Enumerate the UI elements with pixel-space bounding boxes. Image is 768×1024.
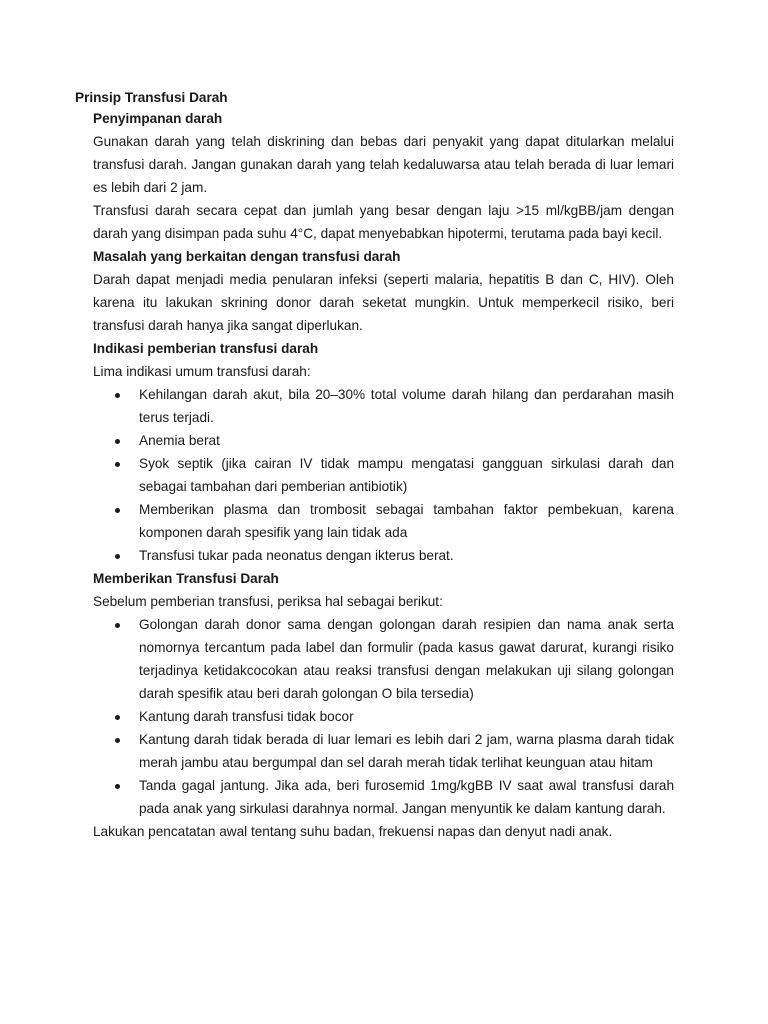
bullet-list	[93, 613, 674, 820]
bullet-icon	[115, 715, 120, 720]
list-item	[93, 429, 674, 452]
bullet-icon	[115, 508, 120, 513]
section-heading: Memberikan Transfusi Darah	[93, 571, 279, 586]
section-memberikan	[93, 567, 674, 843]
list-item	[93, 452, 674, 498]
section-masalah	[93, 245, 674, 337]
section-heading: Penyimpanan darah	[93, 111, 223, 126]
list-item	[93, 544, 674, 567]
list-item-text: Kantung darah transfusi tidak bocor	[139, 709, 354, 724]
bullet-icon	[115, 623, 120, 628]
section-heading: Masalah yang berkaitan dengan transfusi darah	[93, 249, 401, 264]
paragraph: Darah dapat menjadi media penularan infeksi (seperti malaria, hepatitis B dan C, HIV). Oleh karena itu lakukan skrining donor darah seketat mungkin. Untuk memperkecil risiko, beri transfusi darah hanya jika sangat diperlukan.	[93, 272, 674, 333]
section-penyimpanan	[93, 107, 674, 245]
list-item	[93, 705, 674, 728]
paragraph: Lima indikasi umum transfusi darah:	[93, 364, 311, 379]
bullet-icon	[115, 439, 120, 444]
bullet-icon	[115, 554, 120, 559]
section-heading: Indikasi pemberian transfusi darah	[93, 341, 319, 356]
bullet-list	[93, 383, 674, 567]
bullet-icon	[115, 393, 120, 398]
list-item-text: Transfusi tukar pada neonatus dengan ikterus berat.	[139, 548, 454, 563]
list-item-text: Kantung darah tidak berada di luar lemari es lebih dari 2 jam, warna plasma darah tidak merah jambu atau bergumpal dan sel darah merah tidak terlihat keunguan atau hitam	[139, 732, 674, 770]
section-indikasi	[93, 337, 674, 567]
bullet-icon	[115, 784, 120, 789]
paragraph: Lakukan pencatatan awal tentang suhu badan, frekuensi napas dan denyut nadi anak.	[93, 824, 613, 839]
list-item-text: Syok septik (jika cairan IV tidak mampu mengatasi gangguan sirkulasi darah dan sebagai tambahan dari pemberian antibiotik)	[139, 456, 674, 494]
bullet-icon	[115, 462, 120, 467]
paragraph: Gunakan darah yang telah diskrining dan bebas dari penyakit yang dapat ditularkan melalui transfusi darah. Jangan gunakan darah yang telah kedaluwarsa atau telah berada di luar lemari es lebih dari 2 jam.	[93, 134, 674, 195]
list-item-text: Kehilangan darah akut, bila 20–30% total volume darah hilang dan perdarahan masih terus terjadi.	[139, 387, 674, 425]
list-item	[93, 383, 674, 429]
paragraph: Transfusi darah secara cepat dan jumlah yang besar dengan laju >15 ml/kgBB/jam dengan darah yang disimpan pada suhu 4°C, dapat menyebabkan hipotermi, terutama pada bayi kecil.	[93, 203, 674, 241]
list-item-text: Anemia berat	[139, 433, 220, 448]
bullet-icon	[115, 738, 120, 743]
list-item	[93, 498, 674, 544]
list-item	[93, 728, 674, 774]
list-item-text: Golongan darah donor sama dengan golongan darah resipien dan nama anak serta nomornya tercantum pada label dan formulir (pada kasus gawat darurat, kurangi risiko terjadinya ketidakcocokan atau reaksi transfusi dengan melakukan uji silang golongan darah spesifik atau beri darah golongan O bila tersedia)	[139, 617, 674, 701]
list-item	[93, 613, 674, 705]
paragraph: Sebelum pemberian transfusi, periksa hal sebagai berikut:	[93, 594, 443, 609]
list-item-text: Tanda gagal jantung. Jika ada, beri furosemid 1mg/kgBB IV saat awal transfusi darah pada anak yang sirkulasi darahnya normal. Jangan menyuntik ke dalam kantung darah.	[139, 778, 674, 816]
document-title: Prinsip Transfusi Darah	[75, 90, 228, 105]
list-item	[93, 774, 674, 820]
list-item-text: Memberikan plasma dan trombosit sebagai tambahan faktor pembekuan, karena komponen darah spesifik yang lain tidak ada	[139, 502, 674, 540]
document-body	[93, 107, 674, 843]
